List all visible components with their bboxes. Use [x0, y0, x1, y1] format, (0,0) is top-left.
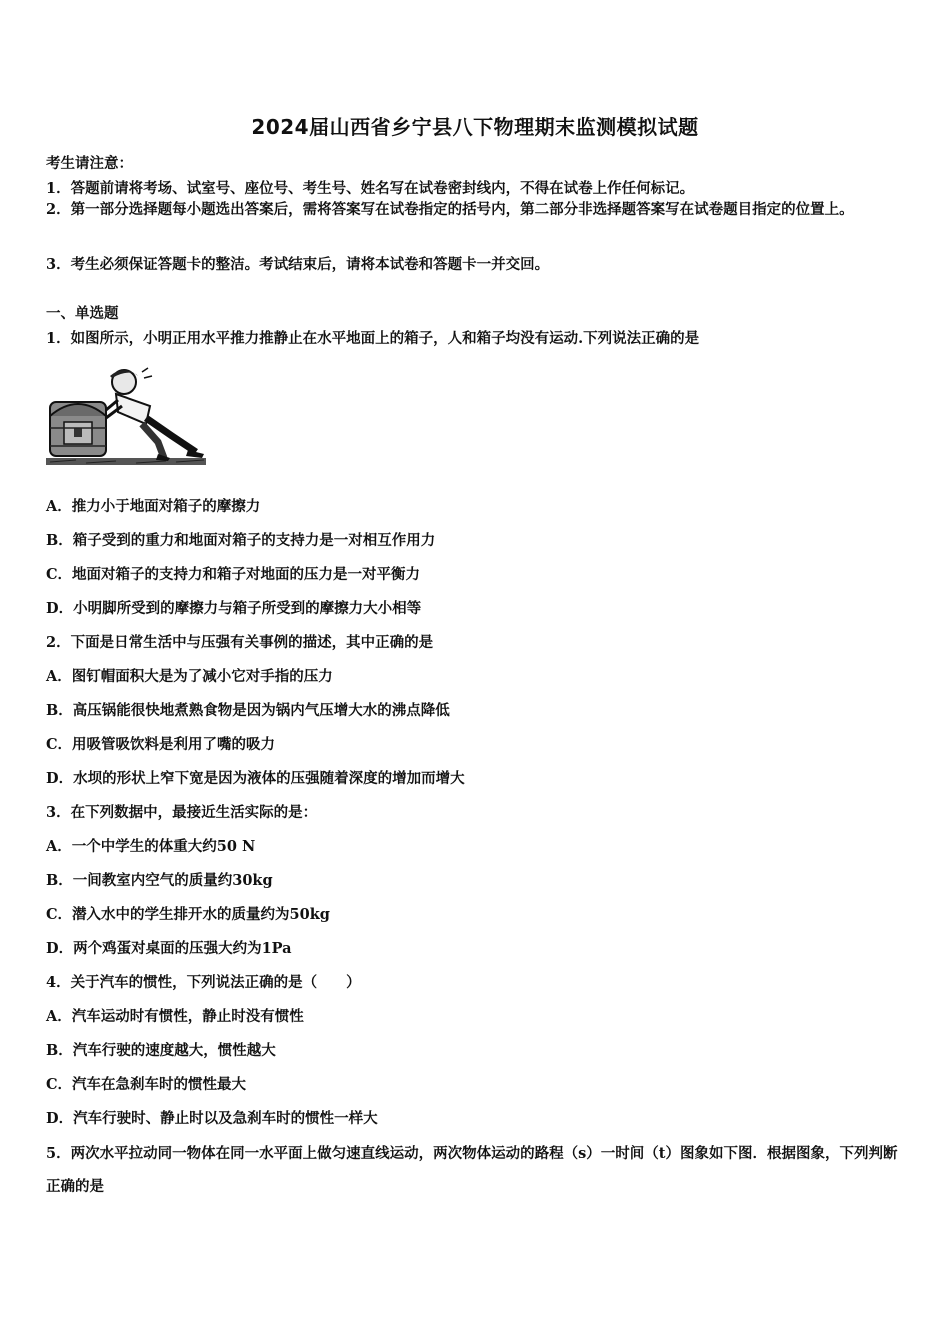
question-1-option-d: D．小明脚所受到的摩擦力与箱子所受到的摩擦力大小相等 [46, 600, 422, 617]
question-1-option-a: A．推力小于地面对箱子的摩擦力 [46, 498, 261, 515]
boy-pushing-box-illustration [46, 366, 208, 466]
question-1-option-b: B．箱子受到的重力和地面对箱子的支持力是一对相互作用力 [46, 532, 436, 549]
question-2-option-a: A．图钉帽面积大是为了减小它对手指的压力 [46, 668, 333, 685]
question-1-option-c: C．地面对箱子的支持力和箱子对地面的压力是一对平衡力 [46, 566, 421, 583]
question-4-option-c: C．汽车在急刹车时的惯性最大 [46, 1076, 247, 1093]
question-2-option-d: D．水坝的形状上窄下宽是因为液体的压强随着深度的增加而增大 [46, 770, 465, 787]
notice-item-1: 1．答题前请将考场、试室号、座位号、考生号、姓名写在试卷密封线内，不得在试卷上作任何标记。 [46, 180, 695, 197]
question-2-option-c: C．用吸管吸饮料是利用了嘴的吸力 [46, 736, 276, 753]
question-2-stem: 2．下面是日常生活中与压强有关事例的描述，其中正确的是 [46, 634, 434, 651]
question-3-option-a: A．一个中学生的体重大约50 N [46, 838, 256, 855]
question-4-option-b: B．汽车行驶的速度越大，惯性越大 [46, 1042, 276, 1059]
notice-heading: 考生请注意： [46, 155, 133, 172]
section-heading: 一、单选题 [46, 305, 119, 322]
question-3-stem: 3．在下列数据中，最接近生活实际的是： [46, 804, 318, 821]
question-5-stem: 5．两次水平拉动同一物体在同一水平面上做匀速直线运动，两次物体运动的路程（s）一时间（t）图象如下图．根据图象，下列判断正确的是 [46, 1145, 898, 1195]
question-4-stem: 4．关于汽车的惯性，下列说法正确的是（ ） [46, 974, 361, 991]
question-4-option-d: D．汽车行驶时、静止时以及急刹车时的惯性一样大 [46, 1110, 378, 1127]
notice-item-3: 3．考生必须保证答题卡的整洁。考试结束后，请将本试卷和答题卡一并交回。 [46, 256, 550, 273]
question-3-option-c: C．潜入水中的学生排开水的质量约为50kg [46, 906, 330, 923]
question-2-option-b: B．高压锅能很快地煮熟食物是因为锅内气压增大水的沸点降低 [46, 702, 450, 719]
question-4-option-a: A．汽车运动时有惯性，静止时没有惯性 [46, 1008, 304, 1025]
question-1-stem: 1．如图所示，小明正用水平推力推静止在水平地面上的箱子，人和箱子均没有运动.下列说法正确的是 [46, 330, 700, 347]
question-3-option-b: B．一间教室内空气的质量约30kg [46, 872, 273, 889]
question-3-option-d: D．两个鸡蛋对桌面的压强大约为1Pa [46, 940, 292, 957]
notice-item-2: 2．第一部分选择题每小题选出答案后，需将答案写在试卷指定的括号内，第二部分非选择题答案写在试卷题目指定的位置上。 [46, 201, 854, 218]
exam-title: 2024届山西省乡宁县八下物理期末监测模拟试题 [251, 115, 699, 139]
